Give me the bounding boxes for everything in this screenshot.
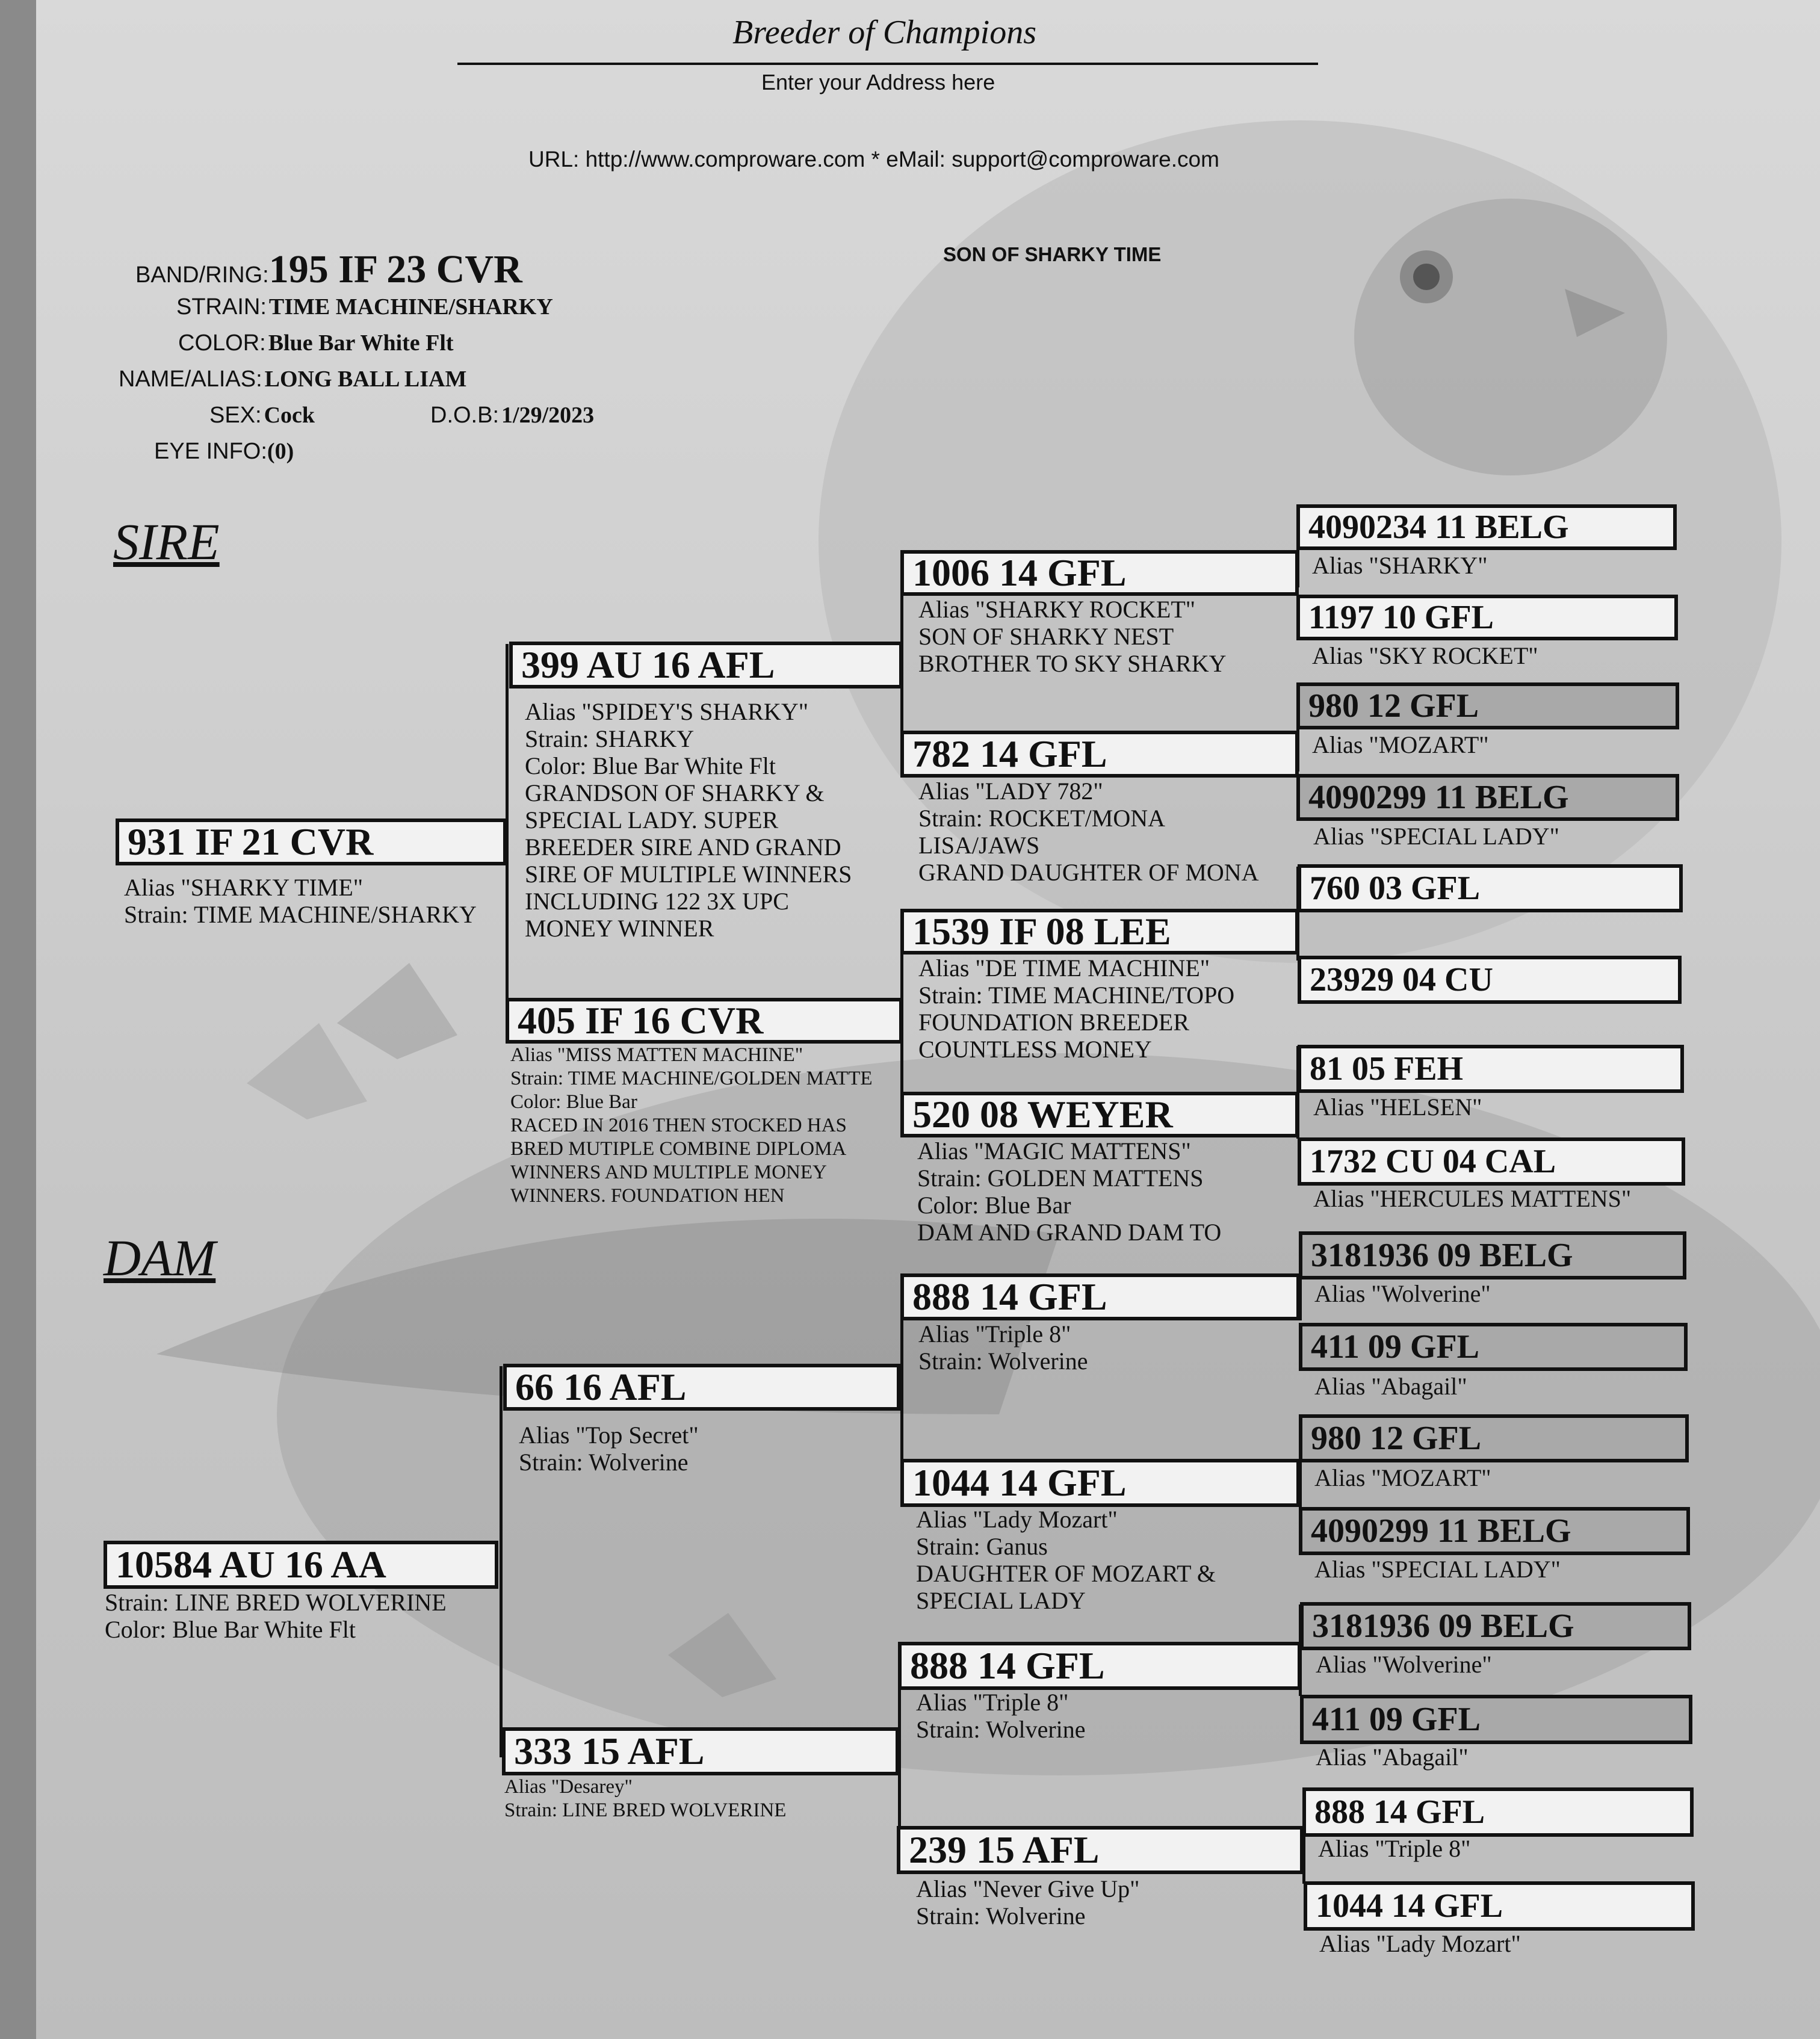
gen4-8-band-box: 3181936 09 BELG: [1299, 1231, 1686, 1279]
gen4-11-band-box: 4090299 11 BELG: [1299, 1507, 1690, 1555]
gen4-11-alias: Alias "SPECIAL LADY": [1314, 1556, 1561, 1583]
gen4-1-alias: Alias "SKY ROCKET": [1312, 642, 1538, 669]
gen2-1-notes: Alias "MISS MATTEN MACHINE" Strain: TIME MACHINE/GOLDEN MATTE Color: Blue Bar RACED IN 2016 THEN STOCKED HAS BRED MUTIPLE COMBINE DIPLOMA WINNERS AND MULTIPLE MONEY WINNERS. FOUNDATION HEN: [510, 1044, 873, 1207]
gen4-2-band-box: 980 12 GFL: [1296, 682, 1679, 729]
gen4-13-alias: Alias "Abagail": [1316, 1744, 1469, 1771]
dob-label: D.O.B:: [430, 403, 500, 428]
dob-value: 1/29/2023: [501, 403, 595, 428]
name-value: LONG BALL LIAM: [264, 367, 467, 392]
gen3-7-notes: Alias "Never Give Up" Strain: Wolverine: [916, 1875, 1140, 1929]
gen4-15-band-box: 1044 14 GFL: [1304, 1881, 1695, 1931]
gen4-9-band-box: 411 09 GFL: [1299, 1323, 1688, 1371]
gen4-13-band-box: 411 09 GFL: [1300, 1695, 1692, 1744]
dam-notes: Strain: LINE BRED WOLVERINE Color: Blue Bar White Flt: [105, 1589, 447, 1643]
color-label: COLOR:: [178, 330, 266, 356]
gen3-0-band-box: 1006 14 GFL: [900, 550, 1299, 596]
dob-row: [430, 402, 594, 429]
gen4-10-band-box: 980 12 GFL: [1299, 1414, 1689, 1462]
gen4-14-alias: Alias "Triple 8": [1318, 1835, 1471, 1862]
pedigree-sheet: [36, 0, 1820, 2039]
gen3-1-notes: Alias "LADY 782" Strain: ROCKET/MONA LISA/JAWS GRAND DAUGHTER OF MONA: [918, 778, 1259, 886]
strain-value: TIME MACHINE/SHARKY: [268, 294, 553, 320]
band-value: 195 IF 23 CVR: [268, 247, 522, 291]
name-row: [119, 366, 466, 392]
gen3-5-band-box: 1044 14 GFL: [900, 1459, 1300, 1507]
gen2-0-band-box: 399 AU 16 AFL: [509, 642, 903, 688]
gen4-12-alias: Alias "Wolverine": [1316, 1651, 1492, 1678]
connector-dam-gen2: [500, 1366, 503, 1757]
gen2-0-notes: Alias "SPIDEY'S SHARKY" Strain: SHARKY Color: Blue Bar White Flt GRANDSON OF SHARKY & SPECIAL LADY. SUPER BREEDER SIRE AND GRAND SIRE OF MULTIPLE WINNERS INCLUDING 122 3X UPC MONEY WINNER: [525, 698, 852, 942]
band-row: [135, 247, 522, 292]
eye-row: [154, 438, 294, 465]
sex-row: [209, 402, 315, 429]
gen3-3-notes: Alias "MAGIC MATTENS" Strain: GOLDEN MATTENS Color: Blue Bar DAM AND GRAND DAM TO: [917, 1137, 1222, 1246]
breeder-title: Breeder of Champions: [732, 14, 1036, 51]
gen4-3-band-box: 4090299 11 BELG: [1296, 774, 1679, 821]
strain-label: STRAIN:: [176, 294, 267, 320]
gen4-3-alias: Alias "SPECIAL LADY": [1313, 823, 1559, 850]
gen4-8-alias: Alias "Wolverine": [1314, 1280, 1491, 1307]
gen4-14-band-box: 888 14 GFL: [1302, 1787, 1694, 1837]
gen4-7-alias: Alias "HERCULES MATTENS": [1313, 1185, 1632, 1212]
strain-row: [176, 294, 553, 320]
gen4-1-band-box: 1197 10 GFL: [1296, 595, 1678, 640]
gen3-2-band-box: 1539 IF 08 LEE: [900, 909, 1299, 955]
gen3-5-notes: Alias "Lady Mozart" Strain: Ganus DAUGHTER OF MOZART & SPECIAL LADY: [916, 1506, 1216, 1614]
dam-band-box: 10584 AU 16 AA: [104, 1541, 498, 1589]
gen3-4-notes: Alias "Triple 8" Strain: Wolverine: [918, 1320, 1088, 1375]
gen4-0-alias: Alias "SHARKY": [1312, 552, 1488, 579]
dam-section-label: DAM: [104, 1229, 216, 1287]
sex-value: Cock: [264, 403, 315, 428]
gen3-4-band-box: 888 14 GFL: [900, 1273, 1300, 1320]
gen3-7-band-box: 239 15 AFL: [897, 1826, 1304, 1874]
contact-line: URL: http://www.comproware.com * eMail: support@comproware.com: [528, 147, 1219, 172]
sire-band-box: 931 IF 21 CVR: [116, 818, 507, 865]
gen3-6-notes: Alias "Triple 8" Strain: Wolverine: [916, 1689, 1086, 1743]
gen4-4-band-box: 760 03 GFL: [1298, 864, 1683, 912]
gen2-2-notes: Alias "Top Secret" Strain: Wolverine: [519, 1422, 699, 1476]
address-line: Enter your Address here: [761, 70, 995, 94]
gen2-3-band-box: 333 15 AFL: [502, 1727, 899, 1775]
color-value: Blue Bar White Flt: [268, 330, 454, 356]
gen4-6-alias: Alias "HELSEN": [1313, 1094, 1482, 1121]
gen3-2-notes: Alias "DE TIME MACHINE" Strain: TIME MACHINE/TOPO FOUNDATION BREEDER COUNTLESS MONEY: [918, 955, 1235, 1063]
gen4-0-band-box: 4090234 11 BELG: [1296, 504, 1677, 550]
gen4-6-band-box: 81 05 FEH: [1298, 1045, 1684, 1093]
gen4-9-alias: Alias "Abagail": [1314, 1373, 1467, 1400]
gen2-1-band-box: 405 IF 16 CVR: [506, 998, 903, 1044]
eye-label: EYE INFO:: [154, 439, 267, 464]
sire-notes: Alias "SHARKY TIME" Strain: TIME MACHINE/SHARKY: [124, 874, 477, 928]
color-row: [178, 330, 454, 356]
gen4-5-band-box: 23929 04 CU: [1298, 956, 1682, 1004]
gen3-1-band-box: 782 14 GFL: [900, 731, 1299, 778]
gen3-6-band-box: 888 14 GFL: [898, 1642, 1301, 1690]
name-label: NAME/ALIAS:: [119, 367, 262, 392]
gen4-10-alias: Alias "MOZART": [1314, 1464, 1491, 1491]
gen3-3-band-box: 520 08 WEYER: [900, 1092, 1299, 1137]
gen4-15-alias: Alias "Lady Mozart": [1319, 1930, 1521, 1957]
gen4-2-alias: Alias "MOZART": [1312, 731, 1489, 758]
eye-value: (0): [267, 439, 294, 464]
gen2-3-notes: Alias "Desarey" Strain: LINE BRED WOLVERINE: [504, 1776, 787, 1821]
sire-section-label: SIRE: [113, 513, 220, 571]
gen3-0-notes: Alias "SHARKY ROCKET" SON OF SHARKY NEST BROTHER TO SKY SHARKY: [918, 596, 1227, 677]
gen2-2-band-box: 66 16 AFL: [503, 1364, 900, 1411]
gen4-12-band-box: 3181936 09 BELG: [1300, 1602, 1691, 1650]
gen4-7-band-box: 1732 CU 04 CAL: [1298, 1137, 1685, 1186]
header-divider: [457, 63, 1318, 65]
sex-label: SEX:: [209, 403, 262, 428]
band-label: BAND/RING:: [135, 262, 269, 288]
bird-subtitle: SON OF SHARKY TIME: [943, 243, 1162, 265]
